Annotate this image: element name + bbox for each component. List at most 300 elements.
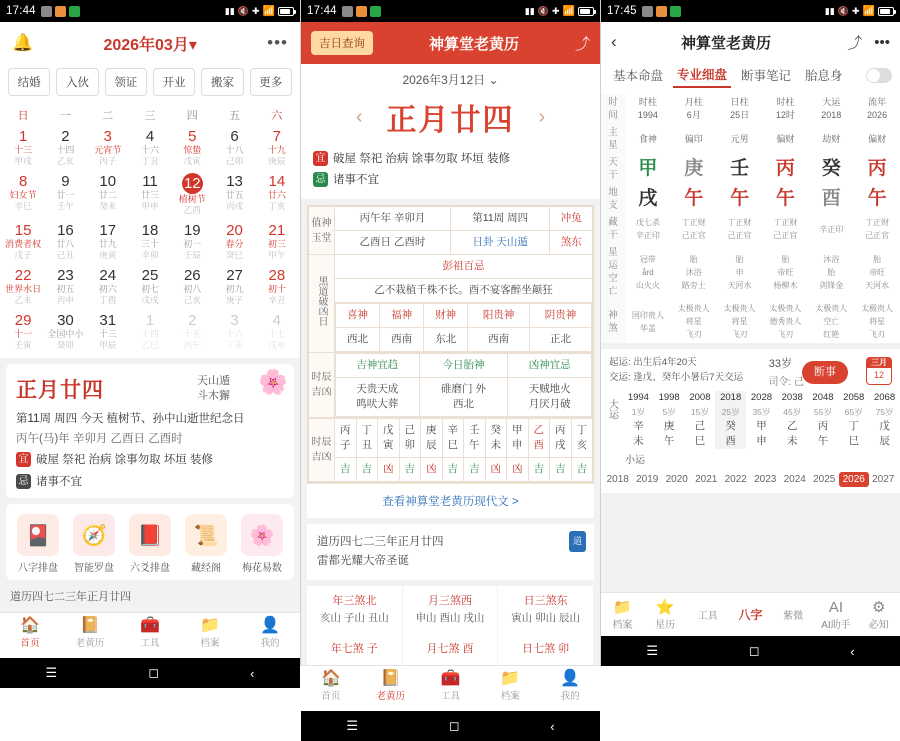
bazi-cell: 丁正财 己正官 [681,218,706,240]
dayun-age[interactable]: 5岁 [662,407,676,417]
liunian-year[interactable]: 2018 [606,474,629,485]
next-day-icon[interactable]: › [538,105,546,128]
qiyun-line: 起运: 出生后4年20天 [609,357,697,368]
day-number: 25 [141,267,159,284]
day-number: 31 [99,312,117,329]
tab-label: 工具 [440,691,460,702]
bazi-cell: 午 [684,188,704,209]
tab-断事笔记[interactable]: 断事笔记 [741,69,792,83]
dayun-zhi[interactable]: 巳 [694,435,706,447]
dayun-gan[interactable]: 丁 [848,420,859,432]
sansha-cell-0 [307,586,403,634]
sansha-title: 日三煞东 [523,595,568,607]
status-left-icons [41,6,80,17]
row-label: 神 煞 [601,300,625,343]
tool-icon: 🧭 [73,514,115,556]
calendar-icon[interactable] [866,357,892,385]
tab-label: 档案 [500,691,520,702]
tab-胎息身[interactable]: 胎息身 [805,69,843,83]
almanac-detail-panel [307,205,594,483]
music-icon [356,6,367,17]
back-button[interactable]: ‹ [250,665,255,681]
dayun-age[interactable]: 35岁 [752,407,771,417]
dayun-year[interactable]: 2038 [781,392,803,403]
calendar-day-cell[interactable] [213,264,255,309]
day-lunar: 十八 [225,145,244,155]
tool-label: 八字排盘 [18,563,58,574]
calendar-day: 12 [873,370,884,380]
dayun-gan[interactable]: 癸 [715,419,746,434]
day-detail-card[interactable] [6,364,294,498]
tab-八字[interactable] [729,606,772,623]
tab-老黄历[interactable] [60,613,120,658]
tab-label: 紫微 [783,611,804,622]
liunian-year[interactable]: 2026 [839,472,869,487]
sansha-title: 年三煞北 [332,595,377,607]
yi-row [16,452,284,468]
tool-icon: 📜 [185,514,227,556]
dayun-year[interactable]: 2008 [689,392,711,403]
filter-chip-3[interactable]: 开业 [153,68,195,96]
day-ganzhi: 丙午 [183,340,201,350]
calendar-day-cell[interactable] [129,170,171,219]
calendar-day-cell[interactable] [171,309,213,354]
ji-row [16,474,284,490]
dao-badge: 道 [569,531,586,552]
tool-tile-0[interactable] [10,514,66,574]
hour-jixiong: 吉 [571,458,593,482]
shen-value: 东北 [424,328,468,352]
status-right-icons [225,6,294,17]
filter-chip-2[interactable]: 领证 [105,68,147,96]
calendar-day-cell[interactable] [2,264,44,309]
tab-工具[interactable] [120,613,180,658]
bazi-cell: 太极贵人 空亡 红艳 [815,304,848,339]
cell-chong: 冲兔 [550,207,593,231]
tab-icon: 📔 [380,670,401,687]
calendar-day-cell[interactable] [256,125,298,170]
dayun-year[interactable]: 2028 [750,392,773,403]
dayun-zhi[interactable]: 午 [817,435,829,447]
day-number: 13 [226,173,243,190]
tab-icon: 🏠 [320,670,341,687]
screen-almanac [300,0,600,734]
shen-title: 财神 [424,304,468,328]
day-lunar: 廿九 [98,239,117,249]
bazi-cell: 沐浴 胎 剑锋金 [819,254,844,290]
tab-icon: 📁 [200,617,220,634]
hour-jixiong: 吉 [335,458,357,482]
day-lunar: 廿三 [140,190,159,200]
tab-我的[interactable] [540,666,600,711]
day-number: 14 [268,173,286,190]
row-label: 地 支 [601,184,625,214]
bazi-cell: 酉 [821,188,841,209]
camera-icon [342,6,353,17]
dayun-year[interactable]: 1994 [627,392,649,403]
bazi-header [601,22,900,62]
hour-ganzhi: 甲 申 [507,419,529,458]
tri-title: 今日胎神 [419,354,508,378]
calendar-day-cell[interactable] [171,125,213,170]
calendar-day-cell[interactable] [87,309,129,354]
day-lunar: 廿二 [98,190,117,200]
status-time: 17:45 [607,5,637,17]
recent-apps-button[interactable]: ☰ [646,643,659,658]
dayun-age[interactable]: 65岁 [844,407,863,417]
calendar-day-cell[interactable] [44,219,86,264]
prev-day-icon[interactable]: ‹ [355,105,363,128]
row-label-zhishen: 值神 玉堂 [309,207,335,255]
home-button[interactable]: ◻ [748,643,760,658]
tab-工具[interactable] [686,607,729,622]
calendar-day-cell[interactable] [44,264,86,309]
tab-label: 首页 [20,638,40,649]
more-icon[interactable]: ••• [874,33,890,51]
tab-icon: 📁 [500,670,521,687]
day-ganzhi: 癸未 [99,201,117,211]
dayun-zhi[interactable]: 申 [756,435,767,447]
dayun-gan[interactable]: 己 [694,420,706,432]
day-number: 17 [99,222,117,239]
bazi-cell: 丁正财 己正官 [773,218,798,240]
tab-档案[interactable] [480,666,540,711]
table-row [336,328,592,352]
hour-jixiong: 凶 [485,458,507,482]
dayun-age[interactable]: 25岁 [715,405,746,419]
dayun-year[interactable]: 2048 [812,392,834,403]
tool-icon: 🌸 [241,514,283,556]
dayun-zhi[interactable]: 未 [633,435,644,447]
dayun-age[interactable]: 45岁 [783,407,802,417]
day-number: 1 [18,128,28,145]
liunian-year[interactable]: 2024 [783,474,806,485]
table-row [601,214,900,244]
filter-chip-1[interactable]: 入伙 [56,68,98,96]
weekday-0: 日 [17,110,29,122]
tab-基本命盘[interactable]: 基本命盘 [613,69,664,83]
day-number: 9 [61,173,70,190]
tab-工具[interactable] [421,666,481,711]
day-lunar: 植树节 [178,194,206,204]
liunian-year[interactable]: 2023 [754,474,777,485]
month-calendar [0,104,300,358]
day-number: 4 [272,312,282,329]
calendar-day-cell[interactable] [213,170,255,219]
dayun-year[interactable]: 1998 [658,392,680,403]
weekday-1: 一 [59,110,71,122]
day-lunar: 十三 [14,145,33,155]
calendar-day-cell[interactable] [256,170,298,219]
month-title: 2026年03月 [103,36,189,54]
day-lunar: 十七 [267,329,286,339]
calendar-day-cell[interactable] [87,219,129,264]
liunian-year[interactable]: 2027 [872,474,895,485]
share-icon[interactable]: ⤴ [847,34,863,52]
tool-tile-4[interactable] [234,514,290,574]
dayun-age[interactable]: 1岁 [631,407,645,417]
status-bar-1 [0,0,300,22]
calendar-day-cell[interactable] [129,264,171,309]
tab-必知[interactable] [857,599,900,631]
share-icon[interactable]: ⤴ [574,35,590,53]
hour-jixiong: 凶 [507,458,529,482]
day-lunar: 消费者权 [5,239,42,249]
calendar-day-cell[interactable] [87,264,129,309]
hour-ganzhi: 乙 酉 [528,419,550,458]
mode-toggle[interactable] [866,68,892,83]
tab-我的[interactable] [240,613,300,658]
calendar-day-cell[interactable] [2,125,44,170]
hour-jixiong: 凶 [378,458,400,482]
dayun-gan[interactable]: 戊 [879,420,890,432]
dayun-gan[interactable]: 乙 [786,420,798,432]
dayun-section [601,391,900,449]
sansha-title: 日七煞 卯 [522,643,570,655]
dayun-zhi[interactable]: 辰 [879,435,890,447]
liunian-year[interactable]: 2022 [724,474,747,485]
lunar-extra [197,374,230,404]
cell-sha: 煞东 [550,231,593,255]
day-lunar: 廿六 [267,190,286,200]
tab-label: 档案 [200,638,220,649]
calendar-day-cell[interactable] [87,170,129,219]
liunian-year[interactable]: 2021 [695,474,718,485]
bazi-cell: 大运 2018 [821,97,842,120]
calendar-day-cell[interactable] [44,309,86,354]
dao-note-card [307,524,594,580]
tool-tile-3[interactable] [178,514,234,574]
bazi-cell: 午 [867,188,887,209]
weekday-3: 三 [144,110,156,122]
sansha-cell-4 [403,634,499,665]
day-ganzhi: 甲午 [268,250,286,260]
page-title[interactable] [33,32,267,55]
day-lunar: 廿八 [56,239,75,249]
hours-label: 时辰 吉凶 [309,419,335,482]
calendar-day-cell[interactable] [129,219,171,264]
calendar-day-cell[interactable] [2,219,44,264]
tool-tile-2[interactable] [122,514,178,574]
table-row [601,154,900,184]
recent-apps-button[interactable]: ☰ [346,718,359,733]
bazi-cell: 庚 [684,158,704,179]
calendar-day-cell[interactable] [256,264,298,309]
tab-档案[interactable] [601,599,644,631]
back-icon[interactable]: ‹ [611,32,617,51]
dayun-year[interactable]: 2018 [715,391,746,405]
calendar-day-cell[interactable] [129,309,171,354]
cell-ganzhi-ym: 丙午年 辛卯月 [335,207,451,231]
liunian-year[interactable]: 2025 [813,474,836,485]
calendar-day-cell[interactable] [44,125,86,170]
filter-chip-4[interactable]: 搬家 [201,68,243,96]
dayun-zhi[interactable]: 酉 [715,434,746,449]
sansha-sub: 申山 酉山 戌山 [415,612,485,624]
table-row [309,303,593,353]
calendar-day-cell[interactable] [213,309,255,354]
bazi-table [601,94,900,343]
tab-label: 星历 [655,619,676,631]
table-row [309,458,593,482]
dayun-age[interactable]: 75岁 [875,407,894,417]
bazi-chart [601,94,900,343]
ji-badge: 忌 [313,172,328,187]
back-button[interactable]: ‹ [850,643,855,659]
tri-title: 吉神宜趋 [336,354,420,378]
liunian-year[interactable]: 2020 [665,474,688,485]
day-lunar: 元宵节 [94,145,122,155]
dayun-age[interactable]: 55岁 [813,407,832,417]
home-button[interactable]: ◻ [448,718,460,733]
day-lunar: 初六 [98,284,117,294]
recent-apps-button[interactable]: ☰ [45,665,58,680]
dao-note-line1: 道历四七二三年正月廿四 [317,536,444,548]
day-number: 12 [182,173,203,194]
shen-title: 阳贵神 [468,304,530,328]
day-number: 6 [230,128,239,145]
table-row [623,405,900,419]
dayun-gan[interactable]: 庚 [663,420,675,432]
dayun-zhi[interactable]: 午 [663,435,675,447]
bazi-cell: 胎 沐浴 路旁土 [681,254,706,290]
tab-label: AI助手 [821,619,851,631]
tab-老黄历[interactable] [361,666,421,711]
back-button[interactable]: ‹ [550,718,555,734]
day-number: 21 [268,222,286,239]
hour-ganzhi: 丙 戌 [550,419,572,458]
calendar-day-cell[interactable] [87,125,129,170]
day-lunar: 初五 [56,284,75,294]
filter-chip-0[interactable]: 结婚 [8,68,50,96]
weekday-5: 五 [229,110,241,122]
lunar-date-big: 正月廿四 [16,379,104,402]
xiaoyun-label: 小运 [601,449,900,468]
tab-首页[interactable] [301,666,361,711]
bazi-cell: 辛正印 [819,224,844,234]
more-icon[interactable]: ••• [267,33,288,52]
table-row [623,434,900,449]
lucky-day-search-button[interactable]: 吉日查询 [311,31,373,55]
bazi-cell: 时柱 1994 [637,97,658,120]
dayun-age[interactable]: 15岁 [690,407,709,417]
table-row [309,353,593,418]
calendar-day-cell[interactable] [256,219,298,264]
sansha-sub: 亥山 子山 丑山 [319,612,389,624]
duanshi-button[interactable]: 断事 [802,361,848,384]
tab-紫微[interactable] [772,607,815,622]
bell-icon[interactable]: 🔔 [12,33,34,52]
dayun-gan[interactable]: 甲 [756,420,767,432]
calendar-day-cell[interactable] [213,219,255,264]
dot-icon [69,6,80,17]
day-ganzhi: 戊寅 [183,156,201,166]
dayun-zhi[interactable]: 未 [786,435,798,447]
tab-AI助手[interactable] [815,599,858,631]
yi-badge: 宜 [16,452,31,467]
bazi-cell: 日柱 25日 [730,97,750,120]
dayun-year[interactable]: 2068 [873,392,896,403]
dayun-gan[interactable]: 丙 [817,420,829,432]
day-lunar: 十五 [183,329,202,339]
tab-档案[interactable] [180,613,240,658]
cell-shen-group [335,303,593,353]
tri-value: 碓磨门 外 西北 [419,378,508,417]
tool-tile-1[interactable] [66,514,122,574]
day-number: 8 [18,173,28,190]
dayun-year[interactable]: 2058 [843,392,865,403]
table-row [336,378,592,417]
calendar-day-cell[interactable] [213,125,255,170]
tab-首页[interactable] [0,613,60,658]
calendar-day-cell[interactable] [171,264,213,309]
bazi-cell: 甲 [638,158,658,179]
calendar-day-cell[interactable] [171,219,213,264]
signal-icon: ▮▮ [824,5,835,16]
day-lunar: 十三 [98,329,117,339]
dao-note-line2: 雷都光耀大帝圣诞 [317,555,409,567]
day-ganzhi: 丙子 [99,156,117,166]
selected-date[interactable]: 2026年3月12日 ⌄ [301,64,600,93]
sansha-cell-5 [498,634,594,665]
day-number: 7 [272,128,282,145]
table-row [601,300,900,343]
calendar-day-cell[interactable] [171,170,213,219]
day-lunar: 十四 [56,145,75,155]
table-row [623,419,900,434]
modern-text-link[interactable]: 查看神算堂老黄历现代文 > [307,483,594,518]
bazi-tabs [601,62,900,94]
tab-专业细盘[interactable]: 专业细盘 [673,62,731,88]
day-number: 1 [145,312,155,329]
calendar-day-cell[interactable] [2,309,44,354]
row-label-heidao: 黑道破凶日 [309,255,335,353]
calendar-day-cell[interactable] [2,170,44,219]
hour-jixiong: 吉 [399,458,421,482]
day-ganzhi: 甲辰 [99,340,117,350]
day-ganzhi: 甲申 [141,201,159,211]
android-navbar-2 [301,711,600,741]
tab-icon: ⭐ [655,598,675,616]
liunian-year[interactable]: 2019 [636,474,659,485]
dayun-gan[interactable]: 辛 [633,420,644,432]
calendar-day-cell[interactable] [256,309,298,354]
day-lunar: 初八 [183,284,202,294]
dao-calendar-footer: 道历四七二三年正月廿四 [10,591,131,603]
cell-tri-group [335,353,593,418]
calendar-day-cell[interactable] [129,125,171,170]
shen-title: 福神 [380,304,424,328]
bazi-cell: 丁正财 己正官 [865,218,890,240]
home-button[interactable]: ◻ [148,665,160,680]
tab-icon: 👤 [560,670,581,687]
dayun-zhi[interactable]: 巳 [848,435,859,447]
dayun-table [623,391,900,449]
day-lunar: 初三 [267,239,286,249]
sansha-sub: 寅山 卯山 辰山 [511,612,581,624]
android-navbar-3 [601,636,900,666]
filter-chip-5[interactable]: 更多 [250,68,292,96]
calendar-header [0,22,300,64]
tab-icon: 🏠 [20,617,40,634]
calendar-day-cell[interactable] [44,170,86,219]
tab-星历[interactable] [644,599,687,631]
volume-icon: 🔇 [237,5,249,16]
yi-ji-block [301,145,600,199]
sakura-icon: 🌸 [258,369,288,396]
bazi-cell: 丙 [867,158,887,179]
day-number: 5 [188,128,197,145]
